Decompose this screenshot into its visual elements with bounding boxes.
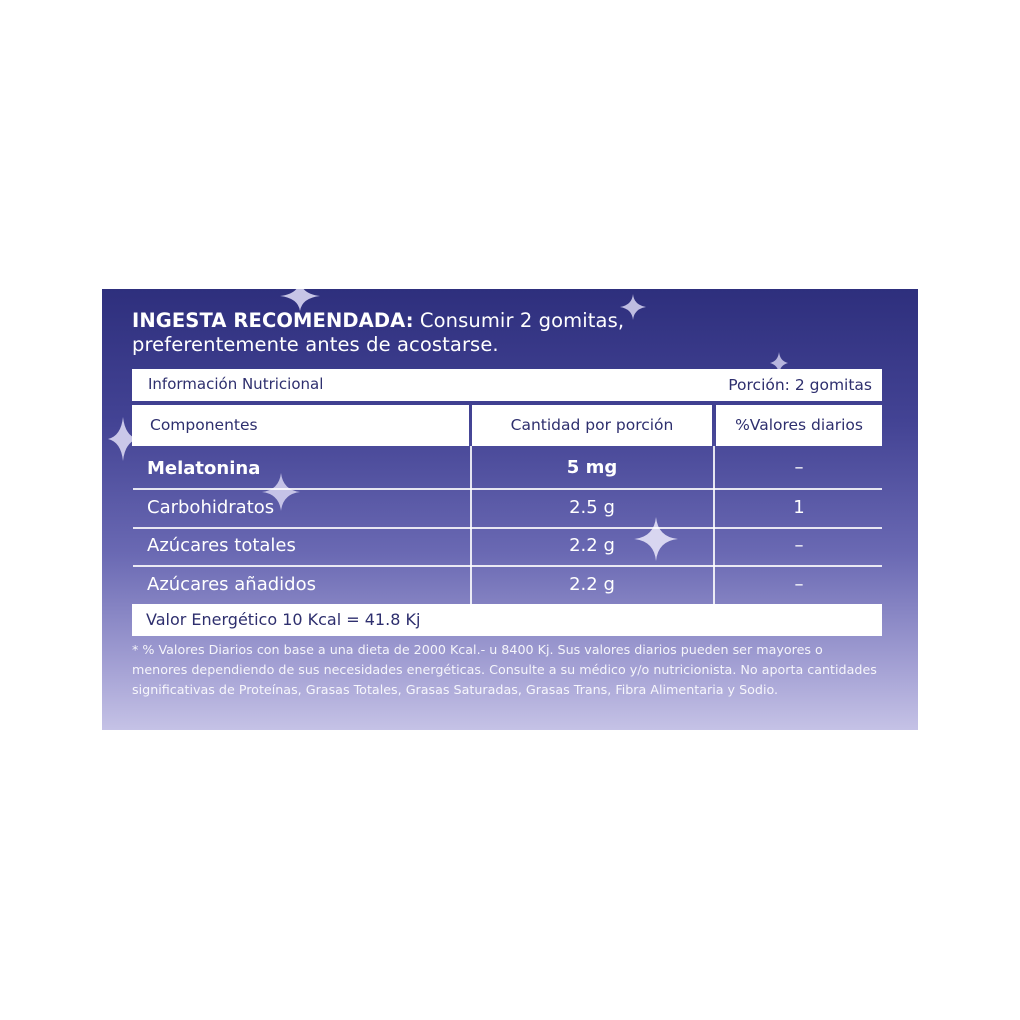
header-components: Componentes: [150, 416, 258, 434]
portion-size: Porción: 2 gomitas: [728, 376, 872, 394]
row-divider: [133, 488, 882, 490]
footnote-text: * % Valores Diarios con base a una dieta de 2000 Kcal.- u 8400 Kj. Sus valores diarios pueden ser mayores o menores dependiendo de sus necesidades energéticas. Consulte a su médico y/o nutricionista. No aporta cantidades significativas de Proteínas, Grasas Totales, Grasas Saturadas, Grasas Trans, Fibra Alimentaria y Sodio.: [132, 642, 877, 697]
energy-value-row: [132, 604, 882, 636]
row-divider: [133, 527, 882, 529]
row-daily: 1: [793, 497, 805, 518]
row-daily: –: [794, 457, 804, 478]
nutrition-label-panel: [102, 289, 918, 730]
row-amount: 2.2 g: [569, 574, 615, 595]
row-amount: 2.2 g: [569, 535, 615, 556]
recommended-intake: [132, 309, 692, 357]
energy-value: Valor Energético 10 Kcal = 41.8 Kj: [146, 610, 421, 629]
nutrition-info-row: [132, 369, 882, 401]
intake-text-line1: Consumir 2 gomitas,: [413, 309, 625, 332]
intake-text-line2: preferentemente antes de acostarse.: [132, 333, 499, 356]
header-cell-amount: [472, 405, 712, 446]
row-component: Azúcares totales: [147, 535, 296, 556]
intake-heading: INGESTA RECOMENDADA:: [132, 309, 414, 332]
header-amount: Cantidad por porción: [510, 416, 674, 434]
header-cell-daily: [716, 405, 882, 446]
sparkle-icon: [280, 289, 320, 311]
row-component: Azúcares añadidos: [147, 574, 316, 595]
row-daily: –: [794, 574, 804, 595]
row-amount: 2.5 g: [569, 497, 615, 518]
row-divider: [133, 565, 882, 567]
header-cell-components: [132, 405, 469, 446]
row-daily: –: [794, 535, 804, 556]
column-divider: [713, 446, 715, 604]
row-amount: 5 mg: [566, 457, 618, 478]
nutrition-info-title: Información Nutricional: [148, 375, 324, 393]
row-component: Melatonina: [147, 458, 261, 479]
row-component: Carbohidratos: [147, 497, 275, 518]
header-daily: %Valores diarios: [735, 416, 863, 434]
